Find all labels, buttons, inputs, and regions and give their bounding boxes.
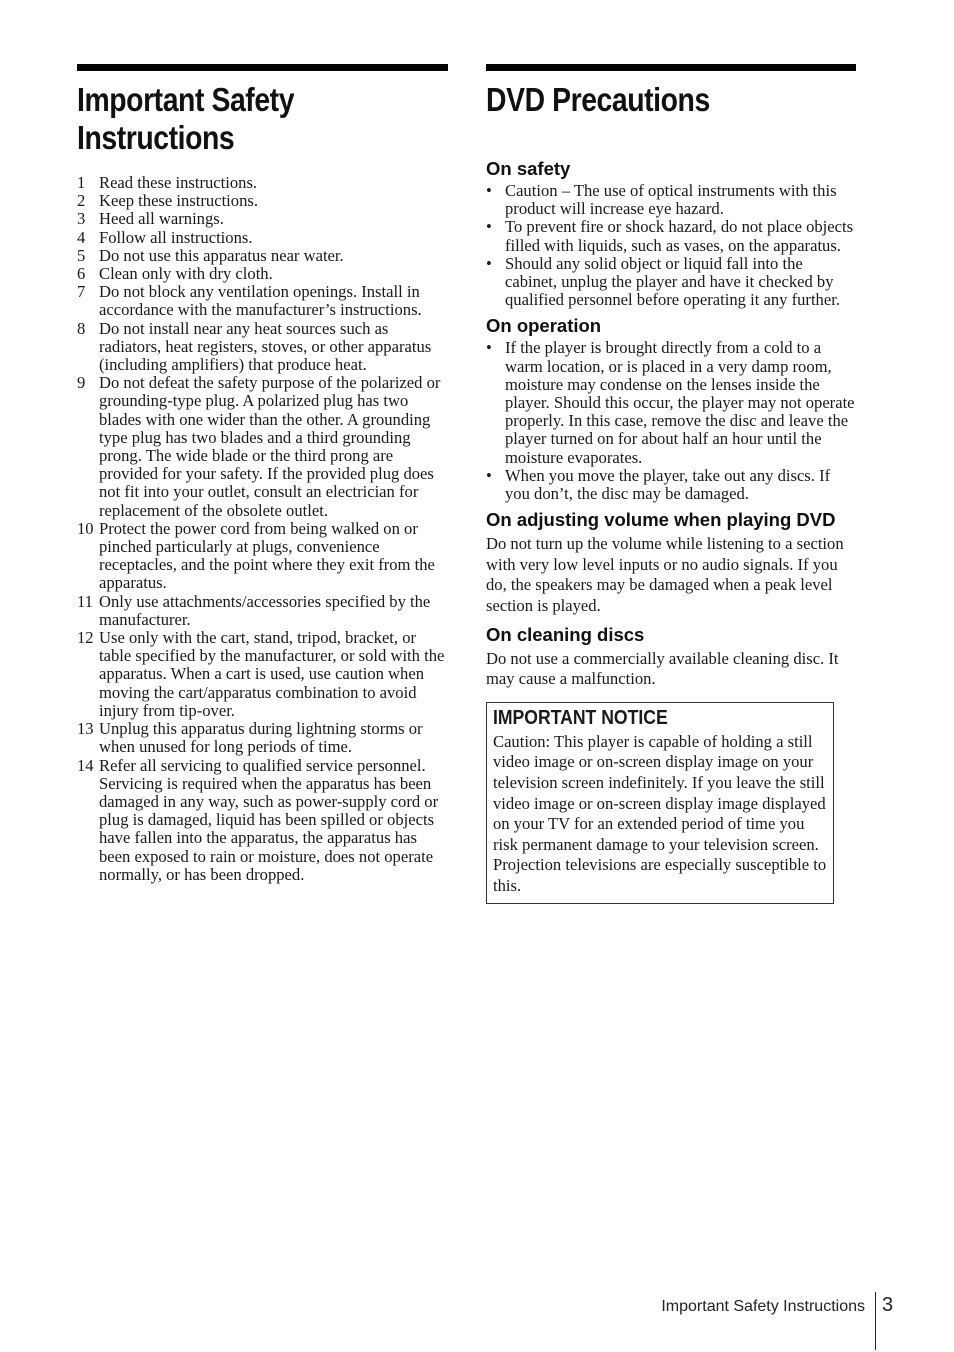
section-rule xyxy=(77,64,448,71)
list-item xyxy=(77,593,448,629)
item-text: Do not install near any heat sources such as radiators, heat registers, stoves, or other apparatus (including amplifiers) that produce heat. xyxy=(99,318,432,375)
list-item xyxy=(486,218,856,254)
page-number: 3 xyxy=(882,1294,894,1316)
list-item xyxy=(77,265,448,283)
heading-on-safety: On safety xyxy=(486,158,571,179)
list-item xyxy=(486,182,856,218)
item-number: 14 xyxy=(77,755,94,775)
list-item xyxy=(77,374,448,520)
item-number: 10 xyxy=(77,518,94,538)
section-title: DVD Precautions xyxy=(486,81,710,118)
volume-paragraph: Do not turn up the volume while listening to a section with very low level inputs or no audio signals. If you do, the speakers may be damaged when a peak level section is played. xyxy=(486,534,844,616)
important-notice-box xyxy=(486,702,834,904)
item-number: 13 xyxy=(77,719,94,739)
list-item xyxy=(77,192,448,210)
list-item xyxy=(77,320,448,375)
cleaning-paragraph: Do not use a commercially available cleaning disc. It may cause a malfunction. xyxy=(486,648,839,689)
item-number: 5 xyxy=(77,245,86,265)
item-number: 7 xyxy=(77,282,86,302)
list-item xyxy=(486,467,856,503)
notice-title: IMPORTANT NOTICE xyxy=(493,706,668,729)
section-rule xyxy=(486,64,856,71)
title-line-1: Important Safety xyxy=(77,81,295,118)
heading-on-operation: On operation xyxy=(486,315,602,337)
bullet-text: Should any solid object or liquid fall into the cabinet, unplug the player and have it checked by qualified personnel before operating it any further. xyxy=(505,253,840,310)
item-text: Read these instructions. xyxy=(99,173,258,192)
list-item xyxy=(77,210,448,228)
item-text: Refer all servicing to qualified service personnel. Servicing is required when the apparatus has been damaged in any way, such as power-supply cord or plug is damaged, liquid has been spilled or objects have fallen into the apparatus, the apparatus has been exposed to rain or moisture, does not operate normally, or has been dropped. xyxy=(99,755,439,884)
list-item xyxy=(77,629,448,720)
item-number: 6 xyxy=(77,264,86,284)
item-number: 1 xyxy=(77,173,86,192)
list-item xyxy=(77,283,448,319)
item-text: Unplug this apparatus during lightning storms or when unused for long periods of time. xyxy=(99,719,423,757)
item-text: Do not block any ventilation openings. Install in accordance with the manufacturer’s instructions. xyxy=(99,282,422,320)
heading-on-volume: On adjusting volume when playing DVD xyxy=(486,509,836,531)
item-text: Protect the power cord from being walked on or pinched particularly at plugs, convenience receptacles, and the point where they exit from the apparatus. xyxy=(99,518,435,593)
list-item xyxy=(77,757,448,884)
list-item xyxy=(77,720,448,756)
list-item xyxy=(77,174,448,192)
heading-on-cleaning: On cleaning discs xyxy=(486,623,645,645)
list-item xyxy=(77,229,448,247)
notice-text: Caution: This player is capable of holding a still video image or on-screen display image on your television screen indefinitely. If you leave the still video image or on-screen display image displayed on your TV for an extended period of time you risk permanent damage to your television screen. Projection televisions are especially susceptible to this. xyxy=(493,731,827,895)
item-number: 2 xyxy=(77,191,86,211)
item-number: 9 xyxy=(77,373,86,393)
bullet-text: When you move the player, take out any discs. If you don’t, the disc may be damaged. xyxy=(505,465,831,504)
item-text: Clean only with dry cloth. xyxy=(99,264,273,284)
footer-divider xyxy=(875,1292,876,1350)
safety-bullet-list xyxy=(486,182,856,309)
list-item xyxy=(77,520,448,593)
bullet-text: To prevent fire or shock hazard, do not place objects filled with liquids, such as vases, on the apparatus. xyxy=(505,217,854,255)
item-text: Only use attachments/accessories specified by the manufacturer. xyxy=(99,591,431,629)
item-text: Do not defeat the safety purpose of the polarized or grounding-type plug. A polarized plug has two blades with one wider than the other. A grounding type plug has two blades and a third grounding prong. The wide blade or the third prong are provided for your safety. If the provided plug does not fit into your outlet, consult an electrician for replacement of the obsolete outlet. xyxy=(99,373,441,520)
item-number: 4 xyxy=(77,227,86,247)
safety-instructions-column xyxy=(77,64,448,884)
operation-bullet-list xyxy=(486,339,856,503)
bullet-icon: • xyxy=(486,217,492,237)
item-text: Follow all instructions. xyxy=(99,227,253,247)
instruction-list xyxy=(77,174,448,884)
bullet-icon: • xyxy=(486,465,492,485)
item-text: Keep these instructions. xyxy=(99,191,258,211)
list-item xyxy=(77,247,448,265)
dvd-precautions-column xyxy=(486,64,856,904)
bullet-icon: • xyxy=(486,181,492,200)
item-text: Use only with the cart, stand, tripod, bracket, or table specified by the manufacturer, or sold with the apparatus. When a cart is used, use caution when moving the cart/apparatus combination to avoid injury from tip-over. xyxy=(99,628,445,720)
item-text: Heed all warnings. xyxy=(99,209,224,229)
item-number: 11 xyxy=(77,591,93,611)
bullet-text: Caution – The use of optical instruments with this product will increase eye hazard. xyxy=(505,181,837,219)
item-number: 12 xyxy=(77,628,94,648)
item-text: Do not use this apparatus near water. xyxy=(99,245,344,265)
list-item xyxy=(486,255,856,310)
bullet-text: If the player is brought directly from a cold to a warm location, or is placed in a very damp room, moisture may condense on the lenses inside the player. Should this occur, the player may not operate properly. In this case, remove the disc and leave the player turned on for about half an hour until the moisture evaporates. xyxy=(505,338,855,467)
title-line-2: Instructions xyxy=(77,119,235,156)
list-item xyxy=(486,339,856,466)
bullet-icon: • xyxy=(486,338,492,358)
footer-section-label: Important Safety Instructions xyxy=(661,1298,865,1315)
bullet-icon: • xyxy=(486,253,492,273)
item-number: 8 xyxy=(77,318,86,338)
page-title xyxy=(77,81,396,157)
item-number: 3 xyxy=(77,209,86,229)
